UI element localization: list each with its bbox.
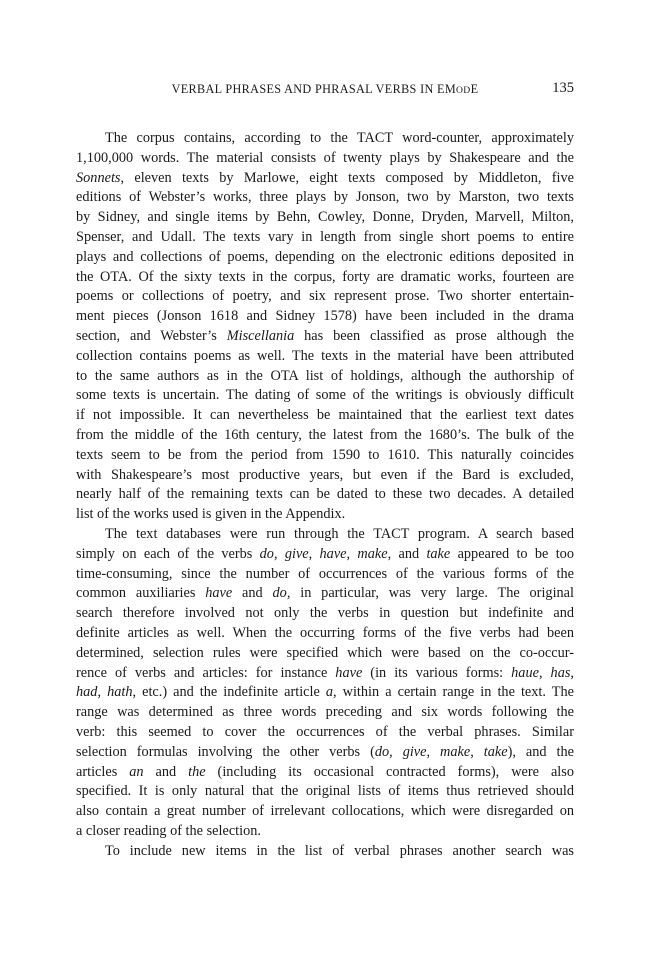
text-run: , xyxy=(538,664,551,681)
text-line xyxy=(76,683,574,703)
text-line xyxy=(76,426,574,446)
text-run: range was determined as three words preceding and six words following the xyxy=(76,704,574,721)
italic-term: haue xyxy=(511,664,539,681)
text-line xyxy=(76,466,574,486)
text-run: , within a certain range in the text. The xyxy=(333,684,574,701)
text-run: (including its occasional contracted forms), were also xyxy=(205,763,574,780)
text-run: search therefore involved not only the verbs in question but indefinite and xyxy=(76,605,574,622)
text-run: time-consuming, since the number of occurrences of the various forms of the xyxy=(76,565,574,582)
italic-term: do, xyxy=(272,585,291,602)
text-line xyxy=(76,763,574,783)
text-run: ment pieces (Jonson 1618 and Sidney 1578) have been included in the drama xyxy=(76,308,574,325)
text-run: selection formulas involving the other verbs ( xyxy=(76,743,375,760)
text-run: in particular, was very large. The original xyxy=(290,585,575,602)
italic-term: have xyxy=(319,545,347,562)
text-line xyxy=(76,584,574,604)
text-run: simply on each of the verbs xyxy=(76,545,260,562)
text-run: verb: this seemed to cover the occurrences of the verbal phrases. Similar xyxy=(76,723,574,740)
italic-term: do xyxy=(259,545,274,562)
italic-term: take xyxy=(483,743,508,760)
text-run: definite articles as well. When the occurring forms of the five verbs had been xyxy=(76,624,574,641)
text-line xyxy=(76,842,574,862)
italic-term: take xyxy=(426,545,451,562)
text-run: specified. It is only natural that the original lists of items thus retrieved should xyxy=(76,783,574,800)
text-run: the OTA. Of the sixty texts in the corpus, forty are dramatic works, fourteen are xyxy=(76,268,574,285)
paragraph xyxy=(76,129,574,525)
italic-term: have xyxy=(205,585,233,602)
text-line xyxy=(76,743,574,763)
text-line xyxy=(76,485,574,505)
italic-term: Sonnets xyxy=(76,169,121,186)
running-title xyxy=(76,82,574,97)
text-line xyxy=(76,822,574,842)
text-line xyxy=(76,565,574,585)
text-run: a closer reading of the selection. xyxy=(76,822,261,839)
italic-term: the xyxy=(188,763,206,780)
text-line xyxy=(76,188,574,208)
text-line xyxy=(76,664,574,684)
text-run: , xyxy=(97,684,108,701)
text-line xyxy=(76,644,574,664)
text-run: , xyxy=(389,743,403,760)
text-run: , and xyxy=(387,545,427,562)
text-run: The corpus contains, according to the TACT word-counter, approximately xyxy=(105,130,574,146)
text-run: , xyxy=(346,545,358,562)
text-run: (in its various forms: xyxy=(362,664,512,681)
text-run: list of the works used is given in the Appendix. xyxy=(76,506,346,523)
italic-term: a xyxy=(325,684,334,701)
text-run: section, and Webster’s xyxy=(76,327,227,344)
text-run: some texts is uncertain. The dating of some of the writings is obviously difficult xyxy=(76,387,574,404)
text-line xyxy=(76,723,574,743)
text-line xyxy=(76,406,574,426)
text-line xyxy=(76,248,574,268)
text-line xyxy=(76,802,574,822)
text-run: , eleven texts by Marlowe, eight texts composed by Middleton, five xyxy=(120,169,574,186)
text-line xyxy=(76,307,574,327)
text-line xyxy=(76,228,574,248)
text-run: , xyxy=(470,743,484,760)
text-run: to the same authors as in the OTA list of holdings, although the authorship of xyxy=(76,367,574,384)
text-line xyxy=(76,545,574,565)
text-run: determined, selection rules were specified which were based on the co-occur- xyxy=(76,644,574,661)
italic-term: give xyxy=(284,545,309,562)
text-line xyxy=(76,208,574,228)
text-run: common auxiliaries xyxy=(76,585,206,602)
text-line xyxy=(76,347,574,367)
text-run: To include new items in the list of verbal phrases another search was xyxy=(105,842,574,859)
text-run: plays and collections of poems, depending on the electronic editions deposited in xyxy=(76,248,574,265)
text-line xyxy=(76,505,574,525)
text-run: rence of verbs and articles: for instance xyxy=(76,664,336,681)
running-header xyxy=(76,82,574,102)
running-title-smallcaps: OD xyxy=(456,85,471,96)
text-line xyxy=(76,386,574,406)
text-run: , xyxy=(426,743,441,760)
text-line xyxy=(76,169,574,189)
text-line xyxy=(76,149,574,169)
italic-term: hath xyxy=(107,684,133,701)
text-line xyxy=(76,703,574,723)
italic-term: do xyxy=(374,743,390,760)
text-line xyxy=(76,327,574,347)
text-run: , xyxy=(273,545,285,562)
text-run: , xyxy=(570,664,574,681)
running-title-main: VERBAL PHRASES AND PHRASAL VERBS IN EM xyxy=(171,82,457,96)
running-title-end: E xyxy=(470,82,479,96)
italic-term: have xyxy=(335,664,363,681)
italic-term: give xyxy=(402,743,427,760)
italic-term: Miscellania xyxy=(226,327,295,344)
italic-term: make xyxy=(440,743,471,760)
text-run: nearly half of the remaining texts can be dated to these two decades. A detailed xyxy=(76,486,574,503)
paragraph xyxy=(76,525,574,842)
text-run: The text databases were run through the TACT program. A search based xyxy=(105,525,574,542)
text-run: editions of Webster’s works, three plays by Jonson, two by Marston, two texts xyxy=(76,189,574,206)
text-run: 1,100,000 words. The material consists of twenty plays by Shakespeare and the xyxy=(76,149,574,166)
text-run: from the middle of the 16th century, the latest from the 1680’s. The bulk of the xyxy=(76,426,574,443)
text-run: also contain a great number of irrelevant collocations, which were disregarded on xyxy=(76,803,574,820)
text-run: Spenser, and Udall. The texts vary in length from single short poems to entire xyxy=(76,228,574,245)
text-run: ), and the xyxy=(507,743,574,760)
text-line xyxy=(76,782,574,802)
text-line xyxy=(76,367,574,387)
text-line xyxy=(76,129,574,149)
text-line xyxy=(76,268,574,288)
text-run: , xyxy=(308,545,320,562)
paragraph xyxy=(76,842,574,862)
text-run: collection contains poems as well. The texts in the material have been attributed xyxy=(76,347,574,364)
italic-term: has xyxy=(550,664,571,681)
text-run: poems or collections of poetry, and six represent prose. Two shorter entertain- xyxy=(76,288,574,305)
text-run: with Shakespeare’s most productive years, but even if the Bard is excluded, xyxy=(76,466,574,483)
text-line xyxy=(76,604,574,624)
text-run: and xyxy=(143,763,189,780)
text-line xyxy=(76,624,574,644)
text-line xyxy=(76,446,574,466)
body-text xyxy=(76,129,574,861)
italic-term: had xyxy=(76,684,98,701)
text-run: texts seem to be from the period from 1590 to 1610. This naturally coincides xyxy=(76,446,574,463)
text-run: has been classified as prose although the xyxy=(294,327,574,344)
text-run: appeared to be too xyxy=(450,545,574,562)
text-run: and xyxy=(232,585,273,602)
text-line xyxy=(76,525,574,545)
text-line xyxy=(76,287,574,307)
text-run: by Sidney, and single items by Behn, Cowley, Donne, Dryden, Marvell, Milton, xyxy=(76,209,574,226)
page-number: 135 xyxy=(552,80,574,96)
italic-term: an xyxy=(129,763,144,780)
italic-term: make xyxy=(357,545,388,562)
text-run: articles xyxy=(76,763,130,780)
text-run: if not impossible. It can nevertheless be maintained that the earliest text dates xyxy=(76,407,574,424)
text-run: , etc.) and the indefinite article xyxy=(132,684,326,701)
